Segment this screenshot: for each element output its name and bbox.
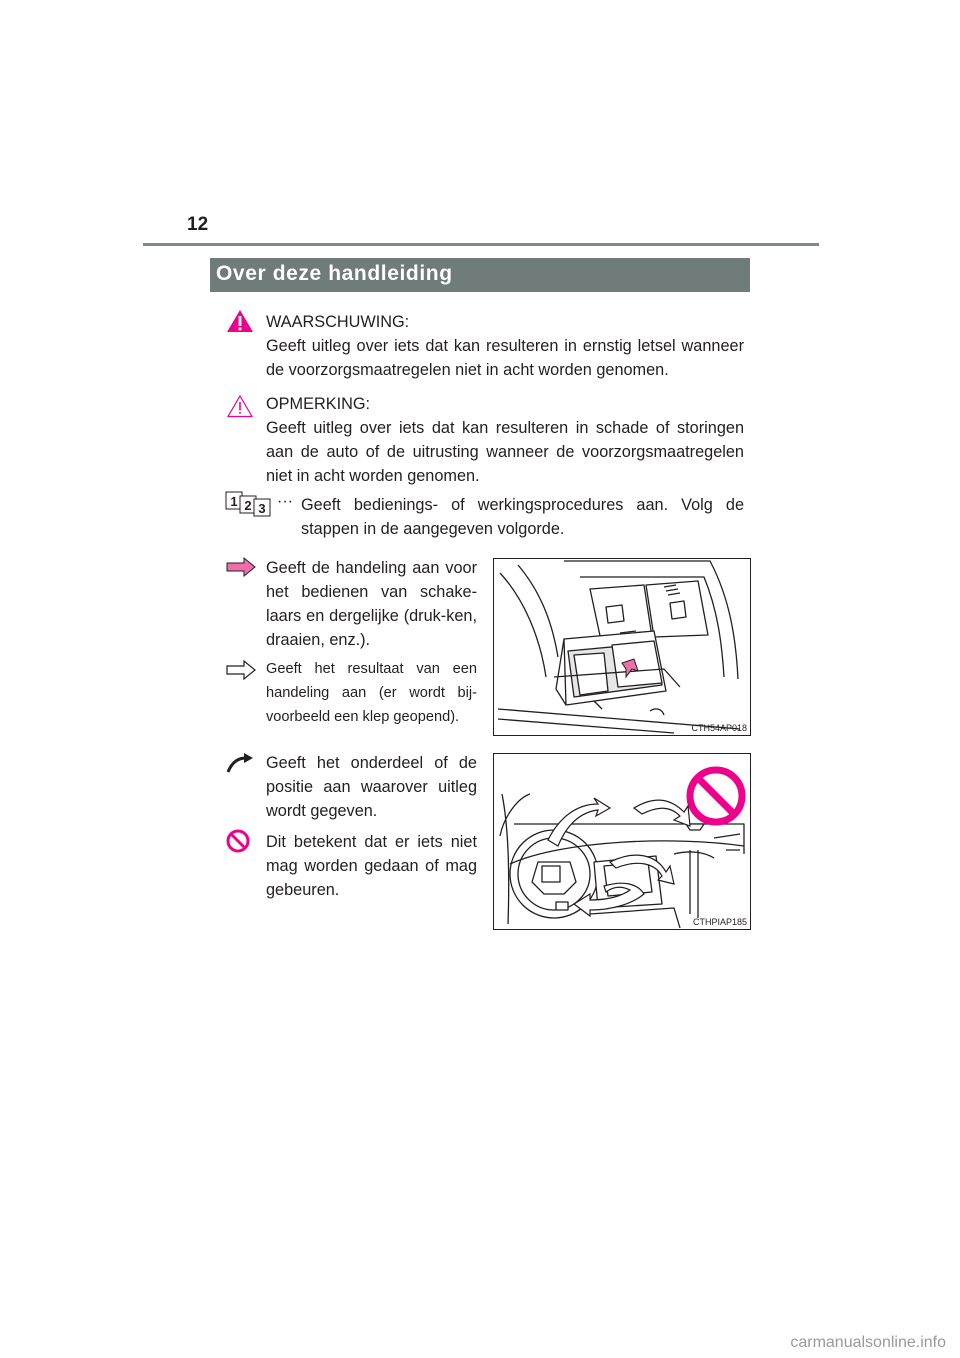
- outline-arrow-icon: [226, 660, 256, 680]
- pointer-arrow-graphics: [548, 798, 690, 916]
- result-entry: [266, 657, 477, 729]
- figure-overhead-console: [493, 558, 751, 736]
- warning-entry: [266, 310, 744, 382]
- figure-code-dashboard: CTHPIAP185: [692, 917, 747, 927]
- notice-title: OPMERKING:: [266, 395, 371, 413]
- prohibited-entry: [266, 830, 477, 902]
- figure-code-overhead: CTH54AP018: [691, 723, 747, 733]
- steps-body: Geeft bedienings- of werkingsprocedures aan. Volg de stappen in de aangegeven volgorde.: [301, 496, 744, 538]
- warning-triangle-filled-icon: [226, 309, 254, 333]
- pink-arrow-icon: [226, 557, 256, 577]
- pointer-body: Geeft het onderdeel of de positie aan waarover uitleg wordt gegeven.: [266, 754, 477, 820]
- section-title: Over deze handleiding: [216, 262, 453, 285]
- action-body: Geeft de handeling aan voor het bedienen van schake-laars en dergelijke (druk-ken, draaien, enz.).: [266, 559, 477, 649]
- prohibited-large-icon: [690, 770, 742, 822]
- header-rule: [143, 243, 819, 246]
- prohibited-icon: [226, 829, 250, 853]
- steps-separator: ···: [277, 493, 293, 510]
- page-number: 12: [187, 214, 209, 235]
- curved-pointer-arrow-icon: [226, 752, 254, 774]
- notice-entry: [266, 392, 744, 488]
- notice-body: Geeft uitleg over iets dat kan resulteren in schade of storingen aan de auto of de uitrusting wanneer de voorzorgsmaatregelen niet in acht worden genomen.: [266, 419, 744, 485]
- step-number-1: 1: [230, 494, 238, 509]
- steps-entry: [301, 493, 744, 541]
- result-body: Geeft het resultaat van een handeling aan (er wordt bij-voorbeeld een klep geopend).: [266, 661, 477, 725]
- figure-dashboard: [493, 753, 751, 930]
- warning-triangle-outline-icon: [226, 394, 254, 418]
- prohibited-body: Dit betekent dat er iets niet mag worden gedaan of mag gebeuren.: [266, 833, 477, 899]
- step-number-2: 2: [244, 498, 252, 513]
- step-number-3: 3: [258, 501, 266, 516]
- pointer-entry: [266, 751, 477, 823]
- watermark: carmanualsonline.info: [790, 1334, 946, 1351]
- overhead-console-illustration: [494, 559, 750, 735]
- numbered-steps-icon: [225, 491, 275, 517]
- action-entry: [266, 556, 477, 652]
- warning-title: WAARSCHUWING:: [266, 313, 410, 331]
- dashboard-illustration: [494, 754, 750, 929]
- warning-body: Geeft uitleg over iets dat kan resulteren in ernstig letsel wanneer de voorzorgsmaatregelen niet in acht worden genomen.: [266, 337, 744, 379]
